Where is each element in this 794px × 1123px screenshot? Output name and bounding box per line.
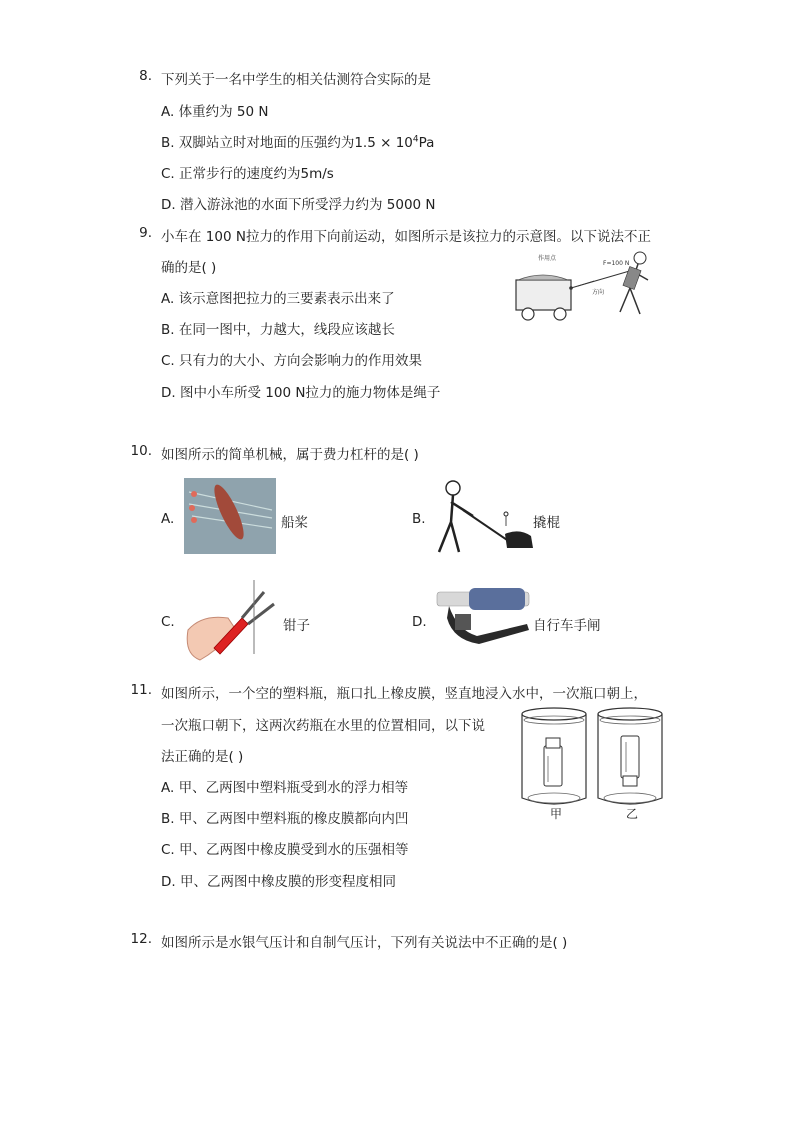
option-c: C. 甲、乙两图中橡皮膜受到水的压强相等: [161, 842, 409, 858]
option-a: A. 该示意图把拉力的三要素表示出来了: [161, 291, 395, 307]
question-stem-cont: 法正确的是( ): [161, 749, 244, 765]
option-b: [161, 131, 434, 151]
beaker-figure: [518, 706, 670, 824]
option-b-letter: B.: [412, 511, 426, 527]
option-b: B. 甲、乙两图中塑料瓶的橡皮膜都向内凹: [161, 811, 409, 827]
cart-pulling-figure: [508, 248, 668, 328]
force-label: F=100 N: [603, 260, 630, 267]
option-a: A. 体重约为 50 N: [161, 104, 269, 120]
question-stem: 如图所示的简单机械，属于费力杠杆的是( ): [161, 447, 419, 463]
option-d: D. 甲、乙两图中橡皮膜的形变程度相同: [161, 874, 396, 890]
option-b-label: 撬棍: [533, 515, 560, 531]
question-stem: 如图所示是水银气压计和自制气压计，下列有关说法中不正确的是( ): [161, 935, 568, 951]
option-a-letter: A.: [161, 511, 175, 527]
option-c-label: 钳子: [283, 618, 310, 634]
question-number: 10.: [130, 443, 152, 459]
option-c-letter: C.: [161, 614, 175, 630]
option-a: A. 甲、乙两图中塑料瓶受到水的浮力相等: [161, 780, 409, 796]
question-number: 9.: [139, 225, 152, 241]
option-d: D. 图中小车所受 100 N拉力的施力物体是绳子: [161, 385, 441, 401]
question-stem: 如图所示，一个空的塑料瓶，瓶口扎上橡皮膜，竖直地浸入水中，一次瓶口朝上，: [161, 686, 647, 702]
question-number: 11.: [130, 682, 152, 698]
option-d-label: 自行车手闸: [533, 618, 601, 634]
option-d-letter: D.: [412, 614, 427, 630]
bike-brake-image: [433, 584, 533, 660]
question-number: 12.: [130, 931, 152, 947]
figure-label-jia: 甲: [550, 807, 563, 821]
question-stem: 下列关于一名中学生的相关估测符合实际的是: [161, 72, 431, 88]
question-number: 8.: [139, 68, 152, 84]
option-b-text: B. 双脚站立时对地面的压强约为1.5 × 10: [161, 135, 413, 151]
option-d: D. 潜入游泳池的水面下所受浮力约为 5000 N: [161, 197, 436, 213]
figure-label-yi: 乙: [626, 807, 639, 821]
question-stem-cont: 确的是( ): [161, 260, 217, 276]
direction-label: 方向: [592, 289, 605, 296]
exponent: 4: [412, 134, 419, 145]
question-stem-cont: 一次瓶口朝下，这两次药瓶在水里的位置相同，以下说: [161, 718, 485, 734]
point-label: 作用点: [538, 255, 557, 262]
rowing-boat-image: [184, 478, 276, 554]
pliers-image: [178, 574, 282, 666]
option-c: C. 只有力的大小、方向会影响力的作用效果: [161, 353, 423, 369]
unit: Pa: [418, 135, 435, 151]
option-b: B. 在同一图中，力越大，线段应该越长: [161, 322, 395, 338]
crowbar-image: [433, 478, 543, 558]
option-a-label: 船桨: [281, 515, 308, 531]
option-c: C. 正常步行的速度约为5m/s: [161, 166, 334, 182]
question-stem: 小车在 100 N拉力的作用下向前运动，如图所示是该拉力的示意图。以下说法不正: [161, 229, 651, 245]
